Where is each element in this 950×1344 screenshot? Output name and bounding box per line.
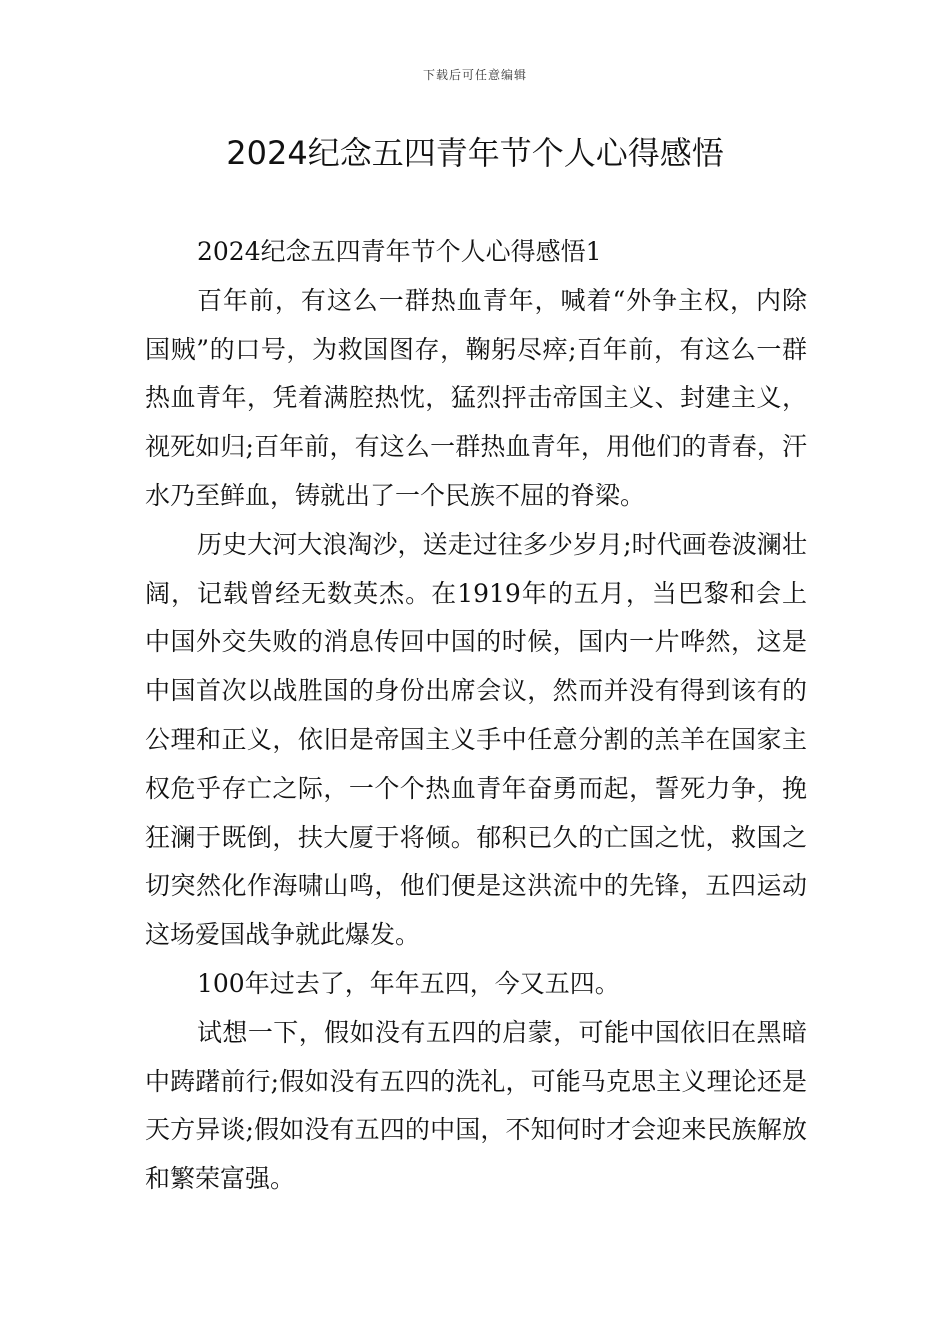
paragraph-2: 历史大河大浪淘沙，送走过往多少岁月;时代画卷波澜壮阔，记载曾经无数英杰。在1919年的五月，当巴黎和会上中国外交失败的消息传回中国的时候，国内一片哗然，这是中国首次以战胜国的身份出席会议，然而并没有得到该有的公理和正义，依旧是帝国主义手中任意分割的羔羊在国家主权危乎存亡之际，一个个热血青年奋勇而起，誓死力争，挽狂澜于既倒，扶大厦于将倾。郁积已久的亡国之忧，救国之切突然化作海啸山鸣，他们便是这洪流中的先锋，五四运动这场爱国战争就此爆发。 xyxy=(145,529,807,950)
paragraph-3: 100年过去了，年年五四，今又五四。 xyxy=(197,968,620,998)
paragraph-4: 试想一下，假如没有五四的启蒙，可能中国依旧在黑暗中踌躇前行;假如没有五四的洗礼，可能马克思主义理论还是天方异谈;假如没有五四的中国，不知何时才会迎来民族解放和繁荣富强。 xyxy=(145,1017,807,1194)
document-body xyxy=(145,228,807,1204)
paragraph-1: 百年前，有这么一群热血青年，喊着“外争主权，内除国贼”的口号，为救国图存，鞠躬尽瘁;百年前，有这么一群热血青年，凭着满腔热忱，猛烈抨击帝国主义、封建主义，视死如归;百年前，有这么一群热血青年，用他们的青春，汗水乃至鲜血，铸就出了一个民族不屈的脊梁。 xyxy=(145,285,807,510)
section-title: 2024纪念五四青年节个人心得感悟1 xyxy=(197,237,602,266)
header-note: 下载后可任意编辑 xyxy=(422,68,527,82)
document-title: 2024纪念五四青年节个人心得感悟 xyxy=(226,134,724,172)
